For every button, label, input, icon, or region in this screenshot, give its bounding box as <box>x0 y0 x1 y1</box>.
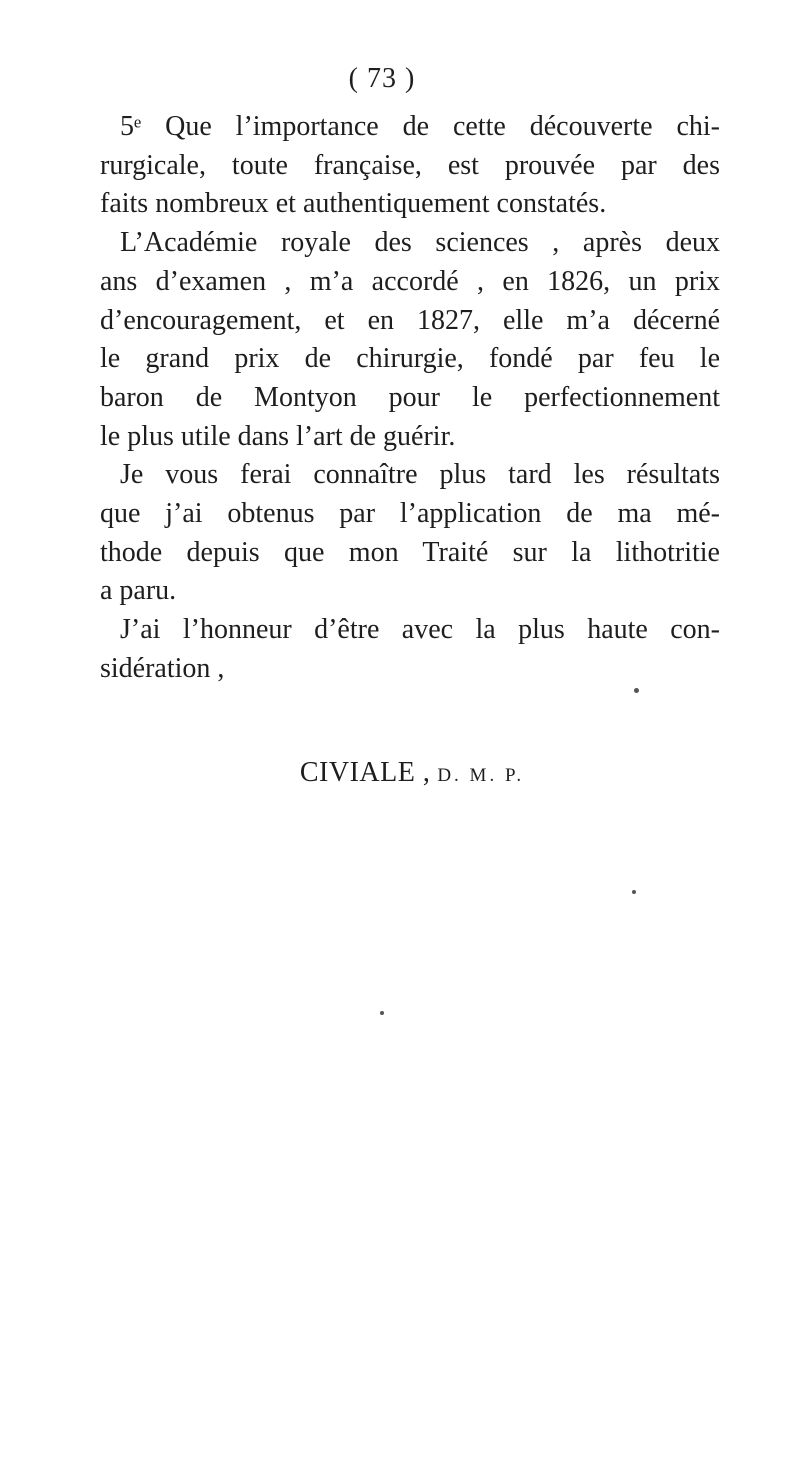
text-line: 5ᵉ Que l’importance de cette découverte chi- <box>120 111 720 142</box>
signature <box>12 757 800 789</box>
text-line: ans d’examen , m’a accordé , en 1826, un prix <box>100 265 720 297</box>
ink-speck <box>380 1011 384 1015</box>
text-line: a paru. <box>100 575 177 607</box>
text-line: J’ai l’honneur d’être avec la plus haute con- <box>120 614 720 646</box>
signature-name: CIVIALE , <box>299 757 431 788</box>
page-number: ( 73 ) <box>348 63 416 94</box>
text-line: thode depuis que mon Traité sur la lithotritie <box>100 536 720 568</box>
text-line: sidération , <box>100 652 225 684</box>
text-line: Je vous ferai connaître plus tard les résultats <box>120 459 720 491</box>
text-line: d’encouragement, et en 1827, elle m’a décerné <box>100 304 720 336</box>
signature-title: D. M. P. <box>437 765 525 786</box>
text-line: le plus utile dans l’art de guérir. <box>100 420 456 452</box>
paragraph <box>100 108 720 224</box>
text-line: rurgicale, toute française, est prouvée par des <box>100 149 720 181</box>
text-line: faits nombreux et authentiquement constatés. <box>100 188 607 220</box>
text-line: baron de Montyon pour le perfectionnement <box>100 381 720 413</box>
text-line: le grand prix de chirurgie, fondé par feu le <box>100 343 720 375</box>
text-line: L’Académie royale des sciences , après deux <box>120 227 720 259</box>
paragraph <box>100 611 720 688</box>
paragraph <box>100 224 720 456</box>
ink-speck <box>634 688 639 693</box>
body-text <box>100 108 720 689</box>
text-line: que j’ai obtenus par l’application de ma mé- <box>100 498 720 530</box>
ink-speck <box>632 890 636 894</box>
paragraph <box>100 456 720 611</box>
